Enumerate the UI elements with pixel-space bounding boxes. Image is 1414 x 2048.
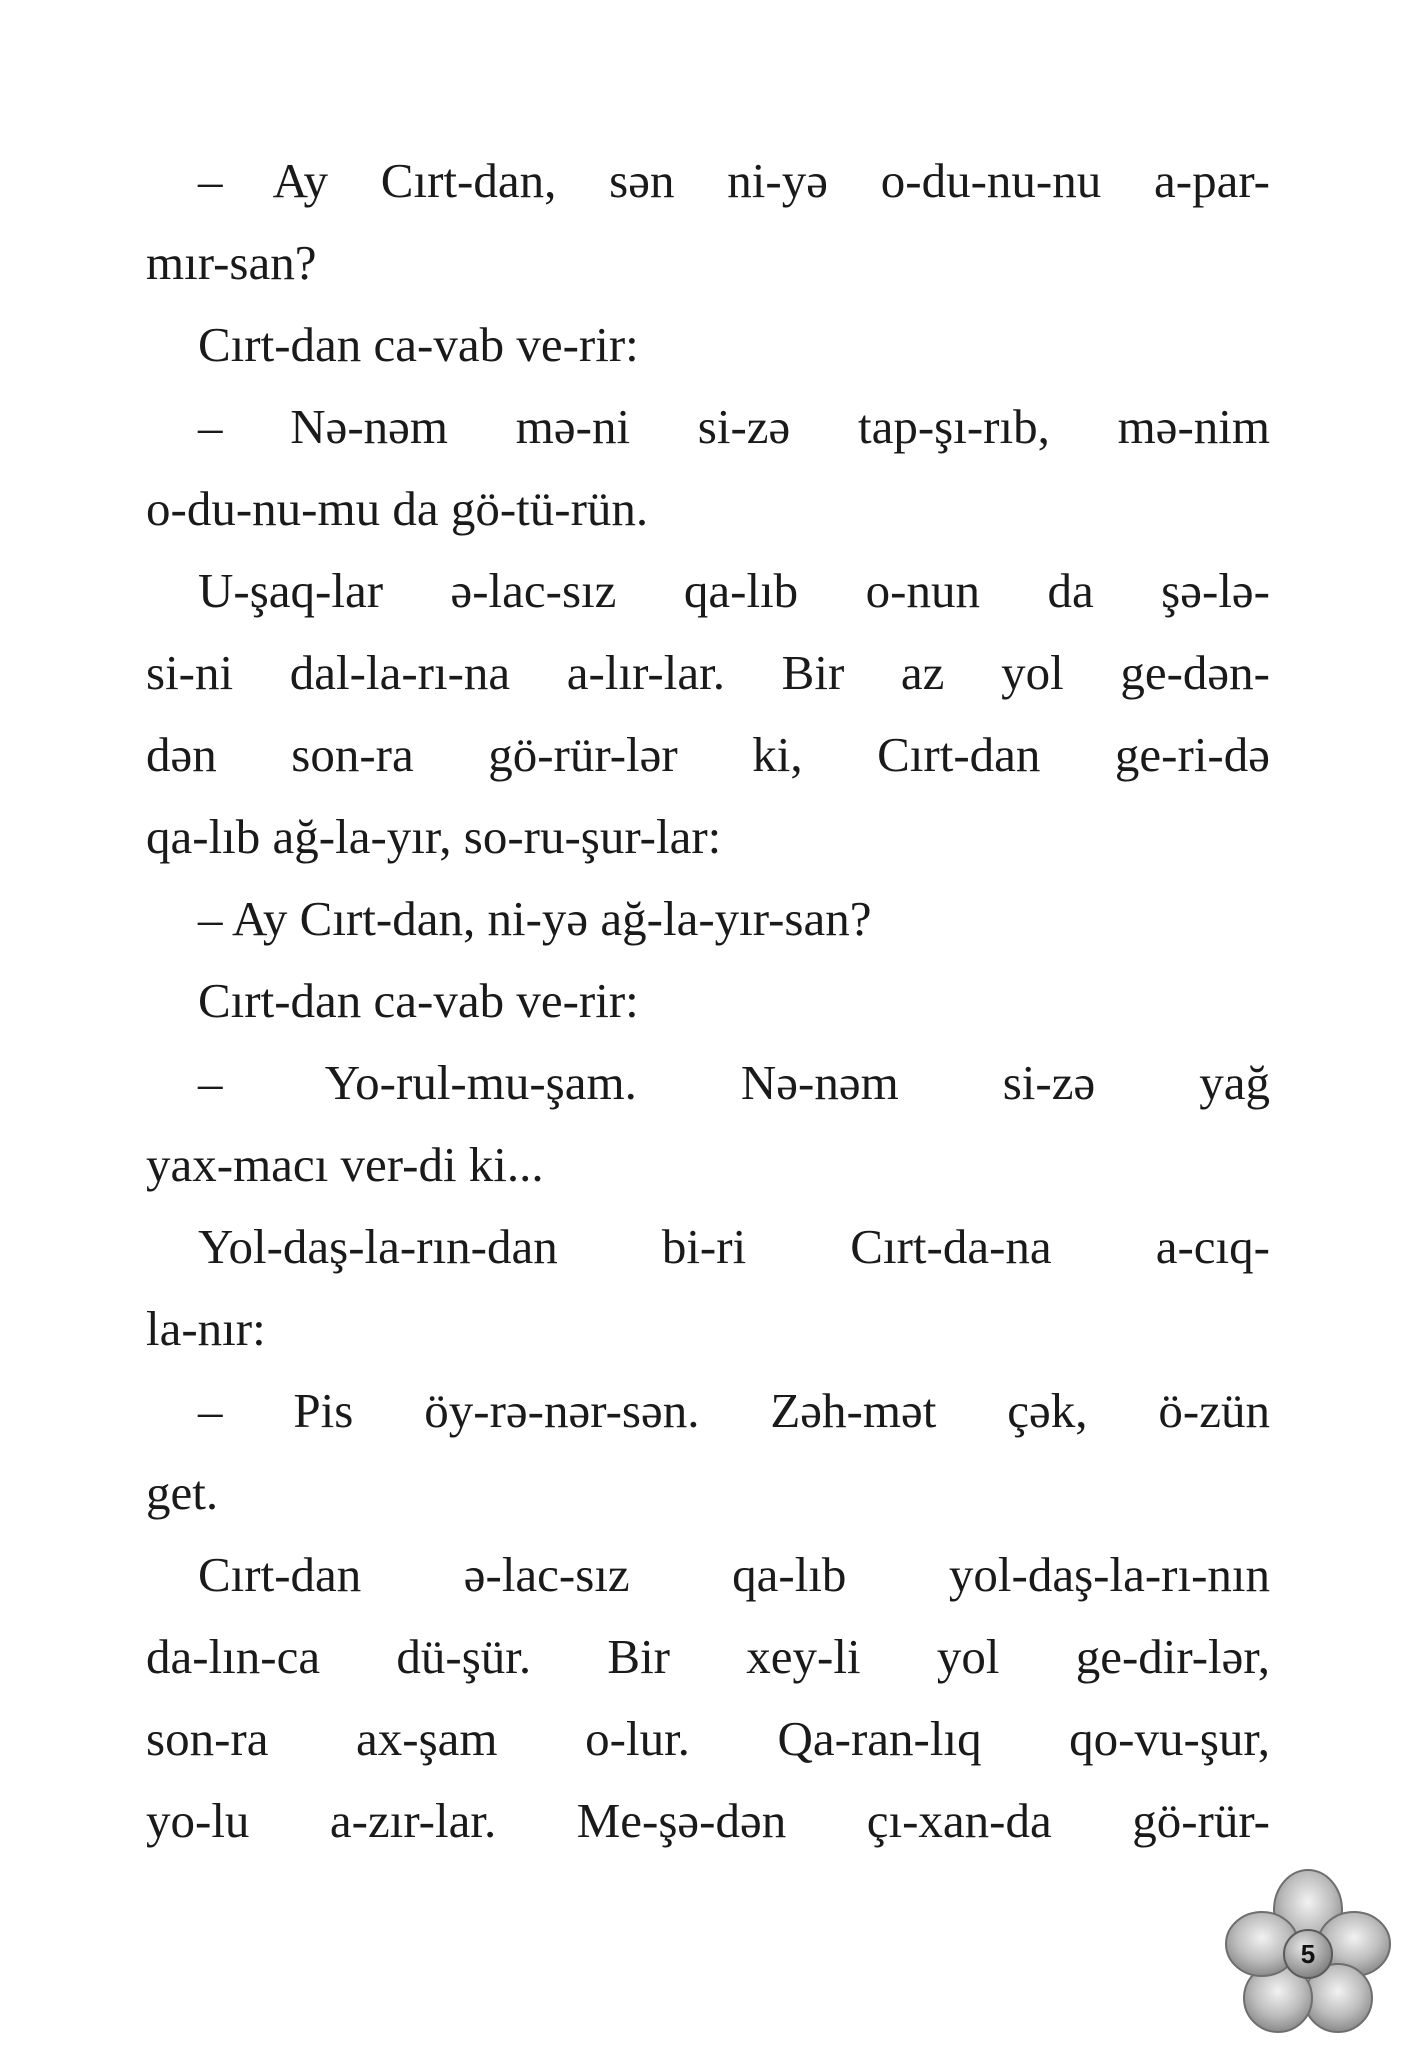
- text-line: – Pis öy-rə-nər-sən. Zəh-mət çək, ö-zün: [198, 1383, 1270, 1438]
- paragraph: [146, 1206, 1270, 1370]
- text-line: mır-san?: [146, 235, 317, 290]
- text-line: Cırt-dan ca-vab ve-rir:: [198, 317, 639, 372]
- text-line: qa-lıb ağ-la-yır, so-ru-şur-lar:: [146, 809, 722, 864]
- story-text: [146, 140, 1270, 1862]
- text-line: U-şaq-lar ə-lac-sız qa-lıb o-nun da şə-lə-: [198, 563, 1270, 618]
- text-line: Cırt-dan ə-lac-sız qa-lıb yol-daş-la-rı-nın: [198, 1547, 1270, 1602]
- text-line: son-ra ax-şam o-lur. Qa-ran-lıq qo-vu-şur,: [146, 1711, 1270, 1766]
- paragraph: [146, 140, 1270, 304]
- text-line: yo-lu a-zır-lar. Me-şə-dən çı-xan-da gö-rür-: [146, 1793, 1270, 1848]
- text-line: Yol-daş-la-rın-dan bi-ri Cırt-da-na a-cıq-: [198, 1219, 1270, 1274]
- paragraph: [146, 1370, 1270, 1534]
- paragraph: [146, 1534, 1270, 1862]
- paragraph: [146, 1042, 1270, 1206]
- text-line: – Yo-rul-mu-şam. Nə-nəm si-zə yağ: [198, 1055, 1270, 1110]
- text-line: Cırt-dan ca-vab ve-rir:: [198, 973, 639, 1028]
- page-number: 5: [1300, 1939, 1316, 1969]
- paragraph: [146, 550, 1270, 878]
- paragraph: [146, 386, 1270, 550]
- text-line: si-ni dal-la-rı-na a-lır-lar. Bir az yol ge-dən-: [146, 645, 1270, 700]
- text-line: – Ay Cırt-dan, sən ni-yə o-du-nu-nu a-par-: [198, 153, 1270, 208]
- text-line: – Ay Cırt-dan, ni-yə ağ-la-yır-san?: [198, 891, 872, 946]
- text-line: la-nır:: [146, 1301, 266, 1356]
- paragraph: [146, 304, 1270, 386]
- text-line: o-du-nu-mu da gö-tü-rün.: [146, 481, 649, 536]
- text-line: get.: [146, 1465, 219, 1520]
- paragraph: [146, 878, 1270, 960]
- text-line: – Nə-nəm mə-ni si-zə tap-şı-rıb, mə-nim: [198, 399, 1270, 454]
- text-line: dən son-ra gö-rür-lər ki, Cırt-dan ge-ri-də: [146, 727, 1270, 782]
- text-line: yax-macı ver-di ki...: [146, 1137, 544, 1192]
- paragraph: [146, 960, 1270, 1042]
- text-line: da-lın-ca dü-şür. Bir xey-li yol ge-dir-lər,: [146, 1629, 1270, 1684]
